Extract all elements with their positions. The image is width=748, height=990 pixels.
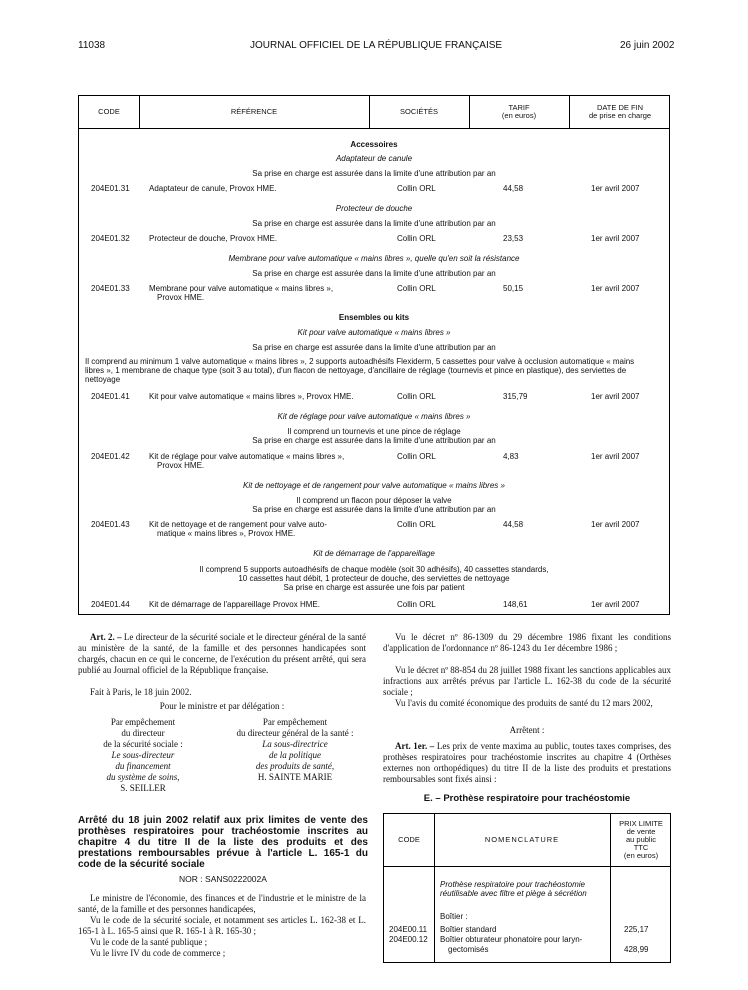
table-row-prix: 428,99 [624,945,649,954]
table-row-nom: Boîtier standard [440,925,497,934]
subsection-title: Membrane pour valve automatique « mains libres », quelle qu'en soit la résistance [228,254,520,263]
note: Sa prise en charge est assurée dans la limite d'une attribution par an [252,343,496,352]
col-code: CODE [98,107,120,116]
col-date-fin: DATE DE FIN de prise en charge [588,103,652,120]
paragraph: Vu le livre IV du code de commerce ; [90,948,226,958]
paragraph: Vu le décret nº 86-1309 du 29 décembre 1986 fixant les conditions d'application de l'ordonnance nº 86-1243 du 1er décembre 1986 ; [383,632,671,653]
subsection-title: Adaptateur de canule [335,154,413,163]
note: Sa prise en charge est assurée dans la limite d'une attribution par an [252,169,496,178]
paragraph: Vu le code de la santé publique ; [90,937,208,947]
section-title: Accessoires [350,140,398,149]
paragraph: Vu le décret nº 88-854 du 28 juillet 1988 fixant les sanctions applicables aux infractions aux arrêtés prévus par l'article L. 162-38 du code de la sécurité sociale ; [383,665,671,697]
article-2: Art. 2. – Le directeur de la sécurité sociale et le directeur général de la santé au ministère de la santé, de la famille et des personnes handicapées sont chargés, chacun en ce qui le concerne, de l'exécution du présent arrêté, qui sera publié au Journal officiel de la République française. [78,632,366,675]
col-prix: PRIX LIMITE de vente au public TTC (en euros) [619,819,663,860]
col-tarif: TARIF (en euros) [501,103,537,120]
note: Sa prise en charge est assurée une fois par patient [283,583,465,592]
paragraph: Le ministre de l'économie, des finances et de l'industrie et le ministre de la santé, de la famille et des personnes handicapées, [78,893,366,914]
fait-a-paris: Fait à Paris, le 18 juin 2002. [90,687,192,697]
col-code: CODE [398,835,420,844]
journal-title: JOURNAL OFFICIEL DE LA RÉPUBLIQUE FRANÇAISE [250,40,503,51]
note: Il comprend 5 supports autoadhésifs de chaque modèle (soit 30 adhésifs), 40 cassettes standards, [199,565,549,574]
arretent: Arrêtent : [509,725,545,735]
note: Il comprend un tournevis et une pince de réglage [287,427,461,436]
article-1: Art. 1er. – Les prix de vente maxima au public, toutes taxes comprises, des prothèses respiratoires pour trachéostomie inscrites au chapitre 4 (Orthèses externes non orthopédiques) du titre II de la liste des produits et prestations remboursables sont fixés ainsi : [383,741,672,784]
tarif-table: CODE RÉFÉRENCE SOCIÉTÉS TARIF (en euros) DATE DE FIN de prise en charge Accessoires Adaptateur de canule Sa prise en charge est assurée dans la limite d'une attribution par an 204E01.31 Adaptateur de canule, Provox HME. Collin ORL 44,58 1er avril 2007 Protecteur de douche Sa prise en charge est assurée dans la limite d'une attribution par an 204E01.32 Protecteur de douche, Provox HME. Collin ORL 23,53 1er avril 2007 Membrane pour valve automatique « mains libres », quelle qu'en soit la résistance Sa prise en charge est assurée dans la limite d'une attribution par an 204E01.33 Membrane pour valve automatique « mains libres », Provox HME. Collin ORL 50,15 1er avril 2007 Ensembles ou kits Kit pour valve automatique « mains libres » Sa prise en charge est assurée dans la limite d'une attribution par an Il comprend au minimum 1 valve automatique « mains libres », 2 supports autoadhésifs Flexiderm, 5 cassettes pour valve à occlusion automatique « mains libres », 1 membrane de chaque type (soit 3 au total), d'un flacon de nettoyage, d'ancillaire de réglage (tournevis et pince en plastique), des serviettes de nettoyage 204E01.41 Kit pour valve automatique « mains libres », Provox HME. Collin ORL 315,79 1er avril 2007 Kit de réglage pour valve automatique « mains libres » Il comprend un tournevis et une pince de réglage Sa prise en charge est assurée dans la limite d'une attribution par an 204E01.42 Kit de réglage pour valve automatique « mains libres », Provox HME. Collin ORL 4,83 1er avril 2007 Kit de nettoyage et de rangement pour valve automatique « mains libres » Il comprend un flacon pour déposer la valve Sa prise en charge est assurée dans la limite d'une attribution par an 204E01.43 Kit de nettoyage et de rangement pour valve auto- matique « mains libres », Provox HME. Collin ORL 44,58 1er avril 2007 Kit de démarrage de l'appareillage Il comprend 5 supports autoadhésifs de chaque modèle (soit 30 adhésifs), 40 cassettes standards, 10 cassettes haut débit, 1 protecteur de douche, des serviettes de nettoyage Sa prise en charge est assurée une fois par patient 204E01.44 Kit de démarrage de l'appareillage Provox HME. Collin ORL 148,61 1er avril 2007 [78,95,670,615]
table-row-code: 204E00.12 [389,935,428,944]
arrete-title: Arrêté du 18 juin 2002 relatif aux prix limites de vente des prothèses respiratoires pour trachéostomie inscrites au chapitre 4 du titre II de la liste des produits et des prestations remboursables prévue à l'article L. 165-1 du code de la sécurité sociale [78,815,368,870]
note: Sa prise en charge est assurée dans la limite d'une attribution par an [252,505,496,514]
kit-description: nettoyage [85,375,121,384]
col-societes: SOCIÉTÉS [400,107,438,116]
note: Sa prise en charge est assurée dans la limite d'une attribution par an [252,436,496,445]
delegation: Pour le ministre et par délégation : [159,701,285,711]
page-date: 26 juin 2002 [620,40,675,51]
note: Il comprend un flacon pour déposer la valve [296,496,452,505]
table-row-prix: 225,17 [624,925,649,934]
paragraph: Vu le code de la sécurité sociale, et notamment ses articles L. 162-38 et L. 165-1 à L. 165-5 ainsi que R. 165-1 à R. 165-30 ; [78,915,366,936]
table-row-nom: gectomisés [448,945,489,954]
kit-description: libres », 1 membrane de chaque type (soit 3 au total), d'un flacon de nettoyage, d'ancillaire de réglage (tournevis et pince en plastique), des serviettes de [85,366,627,375]
signature-right: Par empêchement du directeur général de la santé : La sous-directrice de la politique des produits de santé, H. SAINTE MARIE [236,717,354,782]
price-table [383,813,671,963]
prosthesis-description: Prothèse respiratoire pour trachéostomie réutilisable avec filtre et piège à sécrétion [440,880,587,898]
kit-description: Il comprend au minimum 1 valve automatique « mains libres », 2 supports autoadhésifs Flexiderm, 5 cassettes pour valve à occlusion automatique « mains [85,357,635,366]
note: Sa prise en charge est assurée dans la limite d'une attribution par an [252,219,496,228]
note: 10 cassettes haut débit, 1 protecteur de douche, des serviettes de nettoyage [238,574,510,583]
col-reference: RÉFÉRENCE [230,107,278,116]
col-nomenclature: NOMENCLATURE [484,835,560,844]
nor: NOR : SANS0222002A [179,874,267,884]
table-row-nom: Boîtier obturateur phonatoire pour laryn- [440,935,583,944]
subsection-title: Kit de réglage pour valve automatique « mains libres » [277,412,471,421]
table-row-code: 204E00.11 [389,925,428,934]
note: Sa prise en charge est assurée dans la limite d'une attribution par an [252,269,496,278]
signature-left: Par empêchement du directeur de la sécurité sociale : Le sous-directeur du financement du système de soins, S. SEILLER [103,717,183,793]
subsection-title: Kit pour valve automatique « mains libres » [297,328,451,337]
page-number: 11038 [78,40,106,51]
section-e-title: E. – Prothèse respiratoire pour trachéostomie [423,793,631,804]
subsection-title: Protecteur de douche [335,204,413,213]
subsection-title: Kit de nettoyage et de rangement pour valve automatique « mains libres » [243,481,505,490]
subsection-title: Kit de démarrage de l'appareillage [313,549,435,558]
boitier-label: Boîtier : [440,912,468,921]
paragraph: Vu l'avis du comité économique des produits de santé du 12 mars 2002, [395,698,653,708]
section-title: Ensembles ou kits [338,313,410,322]
